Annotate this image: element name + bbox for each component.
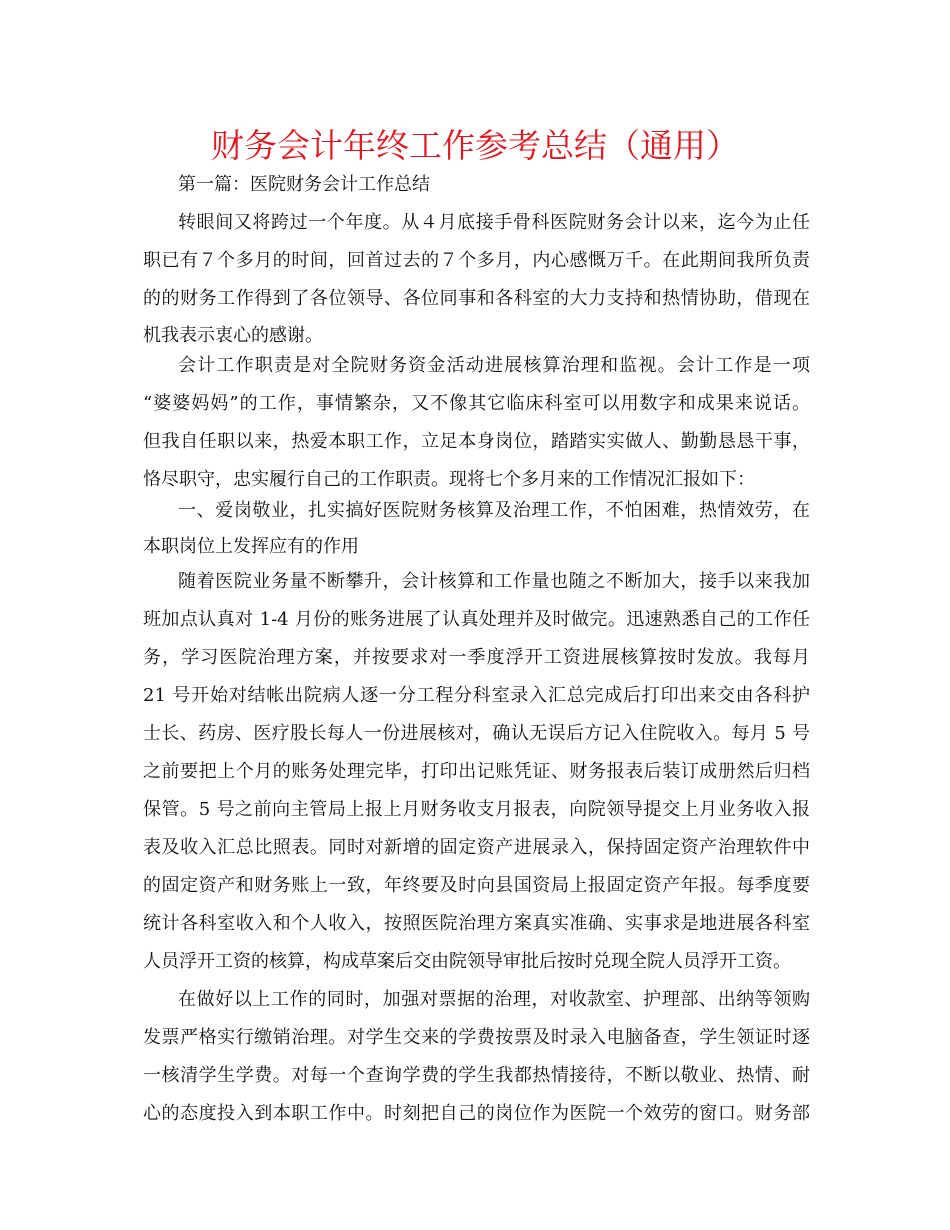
paragraph-line: 人员浮开工资的核算，构成草案后交由院领导审批后按时兑现全院人员浮开工资。 <box>143 951 791 972</box>
paragraph-line: 士长、药房、医疗股长每人一份进展核对，确认无误后方记入住院收入。每月 5 号 <box>143 723 810 744</box>
paragraph-line: 统计各科室收入和个人收入，按照医院治理方案真实准确、实事求是地进展各科室 <box>143 913 810 934</box>
paragraph-line: 一核清学生学费。对每一个查询学费的学生我都热情接待，不断以敬业、热情、耐 <box>143 1065 810 1086</box>
paragraph-line: 恪尽职守，忠实履行自己的工作职责。现将七个多月来的工作情况汇报如下： <box>143 469 755 490</box>
paragraph-line: 保管。5 号之前向主管局上报上月财务收支月报表，向院领导提交上月业务收入报 <box>143 799 810 820</box>
paragraph-line: 一、爱岗敬业，扎实搞好医院财务核算及治理工作，不怕困难，热情效劳，在 <box>178 500 810 521</box>
paragraph-line: 在做好以上工作的同时，加强对票据的治理，对收款室、护理部、出纳等领购 <box>178 989 810 1010</box>
document-title: 财务会计年终工作参考总结（通用） <box>211 126 739 165</box>
paragraph-line: 本职岗位上发挥应有的作用 <box>143 536 359 557</box>
paragraph-line: 转眼间又将跨过一个年度。从４月底接手骨科医院财务会计以来，迄今为止任 <box>178 212 810 233</box>
paragraph-line: 会计工作职责是对全院财务资金活动进展核算治理和监视。会计工作是一项 <box>178 355 810 376</box>
paragraph-line: 表及收入汇总比照表。同时对新增的固定资产进展录入，保持固定资产治理软件中 <box>143 837 810 858</box>
paragraph-line: 的固定资产和财务账上一致，年终要及时向县国资局上报固定资产年报。每季度要 <box>143 875 810 896</box>
paragraph-line: 21 号开始对结帐出院病人逐一分工程分科室录入汇总完成后打印出来交由各科护 <box>143 685 810 706</box>
paragraph-line: 职已有７个多月的时间，回首过去的７个多月，内心感慨万千。在此期间我所负责 <box>143 250 810 271</box>
paragraph-line: 机我表示衷心的感谢。 <box>143 325 323 346</box>
paragraph-line: 之前要把上个月的账务处理完毕，打印出记账凭证、财务报表后装订成册然后归档 <box>143 761 810 782</box>
paragraph-line: 随着医院业务量不断攀升，会计核算和工作量也随之不断加大，接手以来我加 <box>178 571 810 592</box>
paragraph-line: “婆婆妈妈”的工作，事情繁杂，又不像其它临床科室可以用数字和成果来说话。 <box>143 393 810 414</box>
paragraph-line: 的的财务工作得到了各位领导、各位同事和各科室的大力支持和热情协助，借现在 <box>143 288 810 309</box>
paragraph-line: 务，学习医院治理方案，并按要求对一季度浮开工资进展核算按时发放。我每月 <box>143 647 810 668</box>
paragraph-line: 心的态度投入到本职工作中。时刻把自己的岗位作为医院一个效劳的窗口。财务部 <box>143 1103 810 1124</box>
paragraph-line: 但我自任职以来，热爱本职工作，立足本身岗位，踏踏实实做人、勤勤恳恳干事， <box>143 431 810 452</box>
paragraph-line: 发票严格实行缴销治理。对学生交来的学费按票及时录入电脑备查，学生领证时逐 <box>143 1027 810 1048</box>
paragraph-line: 班加点认真对 1-4 月份的账务进展了认真处理并及时做完。迅速熟悉自己的工作任 <box>143 609 810 630</box>
paragraph-line: 第一篇：医院财务会计工作总结 <box>178 174 430 195</box>
